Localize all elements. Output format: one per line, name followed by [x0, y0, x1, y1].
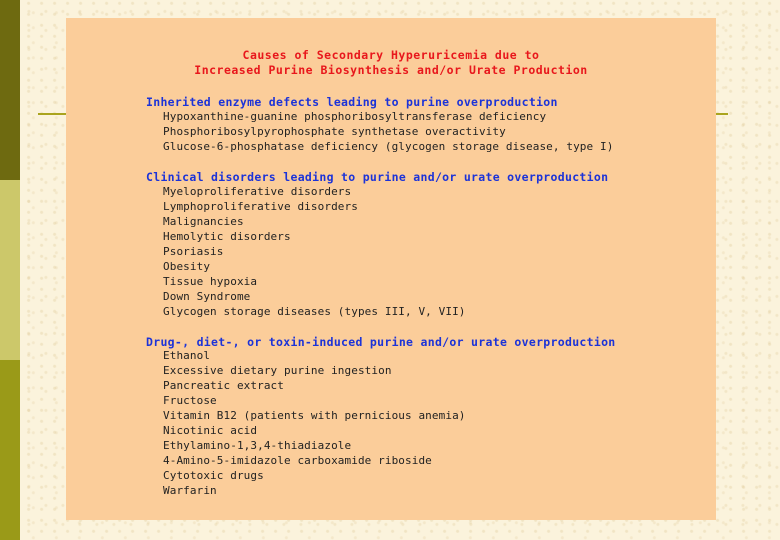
list-item: Obesity — [163, 260, 211, 273]
list-item: Glycogen storage diseases (types III, V, VII) — [163, 305, 466, 318]
list-item: Fructose — [163, 394, 217, 407]
content-panel — [66, 18, 716, 520]
divider-left — [38, 113, 68, 115]
list-item: Hypoxanthine-guanine phosphoribosyltransferase deficiency — [163, 110, 547, 123]
list-item: Warfarin — [163, 484, 217, 497]
section-heading-drug-diet-toxin: Drug-, diet-, or toxin-induced purine and/or urate overproduction — [146, 335, 616, 349]
divider-right — [715, 113, 728, 115]
sidebar-band-light — [0, 180, 20, 360]
list-item: Tissue hypoxia — [163, 275, 258, 288]
list-item: Ethylamino-1,3,4-thiadiazole — [163, 439, 352, 452]
section-heading-inherited: Inherited enzyme defects leading to purine overproduction — [146, 95, 558, 109]
list-item: Ethanol — [163, 349, 211, 362]
list-item: Myeloproliferative disorders — [163, 185, 352, 198]
list-item: Phosphoribosylpyrophosphate synthetase overactivity — [163, 125, 506, 138]
list-item: Lymphoproliferative disorders — [163, 200, 358, 213]
list-item: Glucose-6-phosphatase deficiency (glycogen storage disease, type I) — [163, 140, 614, 153]
sidebar-band-olive — [0, 360, 20, 540]
list-item: Hemolytic disorders — [163, 230, 291, 243]
title-line-1: Causes of Secondary Hyperuricemia due to — [242, 48, 540, 62]
list-item: Malignancies — [163, 215, 244, 228]
sidebar-band-dark — [0, 0, 20, 180]
list-item: Psoriasis — [163, 245, 224, 258]
list-item: Pancreatic extract — [163, 379, 285, 392]
list-item: Nicotinic acid — [163, 424, 258, 437]
list-item: 4-Amino-5-imidazole carboxamide riboside — [163, 454, 432, 467]
section-heading-clinical: Clinical disorders leading to purine and/or urate overproduction — [146, 170, 609, 184]
list-item: Down Syndrome — [163, 290, 251, 303]
title-line-2: Increased Purine Biosynthesis and/or Urate Production — [194, 63, 588, 77]
list-item: Vitamin B12 (patients with pernicious anemia) — [163, 409, 466, 422]
list-item: Excessive dietary purine ingestion — [163, 364, 392, 377]
list-item: Cytotoxic drugs — [163, 469, 264, 482]
